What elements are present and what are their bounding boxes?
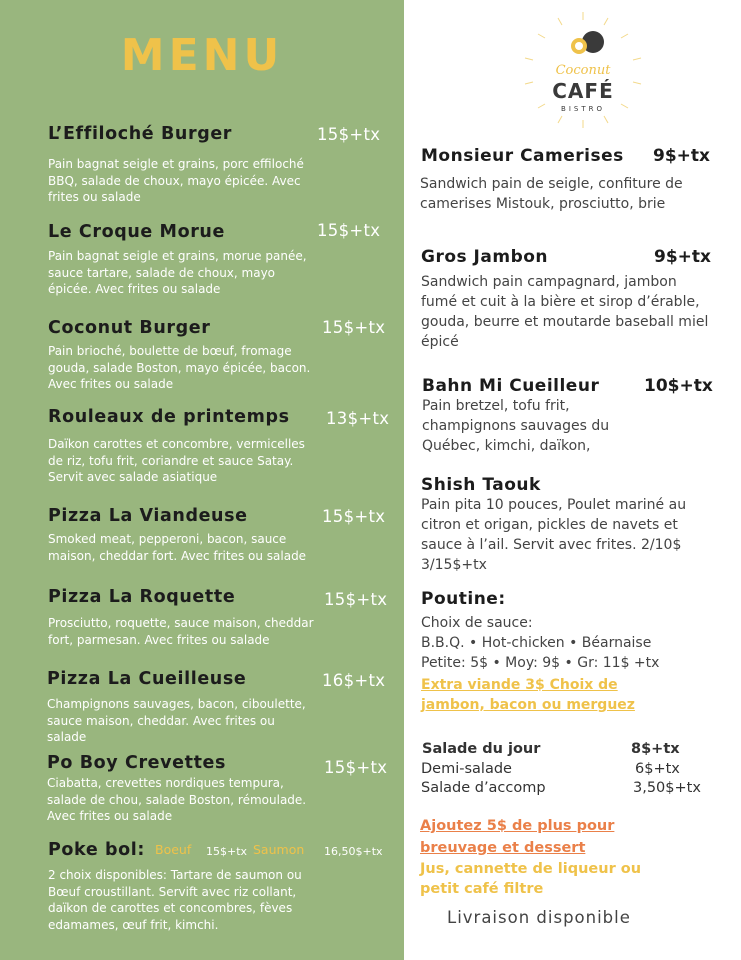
- promo-text: Ajoutez 5$ de plus pour breuvage et dessert: [420, 818, 615, 856]
- poutine-title: Poutine:: [421, 589, 506, 609]
- salad-price: 8$+tx: [631, 741, 680, 757]
- item-description: Pain pita 10 pouces, Poulet mariné au citron et origan, pickles de navets et sauce à l’ail. Servit avec frites. 2/10$ 3/15$+tx: [421, 497, 687, 573]
- item-name: Monsieur Camerises: [421, 146, 624, 166]
- item-price: 15$+tx: [317, 221, 381, 240]
- item-description: Prosciutto, roquette, sauce maison, cheddar fort, parmesan. Avec frites ou salade: [48, 616, 314, 647]
- item-description: Daïkon carottes et concombre, vermicelles de riz, tofu frit, coriandre et sauce Satay. Servit avec salade asiatique: [48, 437, 305, 484]
- drinks-text: Jus, cannette de liqueur ou petit café filtre: [420, 861, 642, 897]
- item-description: Ciabatta, crevettes nordiques tempura, salade de chou, salade Boston, rémoulade. Avec frites ou salade: [47, 776, 307, 823]
- item-description: 2 choix disponibles: Tartare de saumon ou Bœuf croustillant. Servift avec riz collant, daïkon de carottes et concombres, fèves edamames, œuf frit, kimchi.: [48, 868, 302, 932]
- item-name: Rouleaux de printemps: [48, 407, 290, 427]
- item-price: 9$+tx: [653, 146, 710, 166]
- salad-price: 6$+tx: [635, 761, 680, 777]
- poutine-sauce-label: Choix de sauce:: [421, 615, 533, 631]
- item-description: Champignons sauvages, bacon, ciboulette, sauce maison, cheddar. Avec frites ou salade: [47, 697, 306, 744]
- item-name: Shish Taouk: [421, 475, 541, 495]
- logo-script-text: Coconut: [555, 63, 611, 78]
- item-price: 16$+tx: [322, 671, 386, 690]
- item-name: Bahn Mi Cueilleur: [422, 376, 600, 396]
- logo-cafe-text: CAFÉ: [552, 79, 614, 103]
- delivery-text: Livraison disponible: [447, 908, 631, 927]
- menu-title: MENU: [120, 30, 284, 81]
- item-description: Pain brioché, boulette de bœuf, fromage gouda, salade Boston, mayo épicée, bacon. Avec frites ou salade: [48, 344, 311, 391]
- item-name: Poke bol:: [48, 840, 145, 860]
- item-price: 15$+tx: [324, 590, 388, 609]
- item-name: Gros Jambon: [421, 247, 549, 267]
- item-price: 15$+tx: [322, 318, 386, 337]
- salad-label: Salade du jour: [422, 741, 541, 757]
- item-description: Smoked meat, pepperoni, bacon, sauce maison, cheddar fort. Avec frites ou salade: [48, 532, 307, 563]
- salad-label: Demi-salade: [421, 761, 512, 777]
- item-description: Pain bagnat seigle et grains, morue panée, sauce tartare, salade de choux, mayo épicée. Avec frites ou salade: [48, 249, 307, 296]
- item-description: Sandwich pain de seigle, confiture de camerises Mistouk, prosciutto, brie: [420, 176, 683, 212]
- poke-option-beef: Boeuf: [155, 842, 192, 857]
- item-name: Pizza La Cueilleuse: [47, 669, 247, 689]
- item-description: Pain bretzel, tofu frit, champignons sauvages du Québec, kimchi, daïkon,: [422, 398, 610, 454]
- poutine-extra: Extra viande 3$ Choix de jambon, bacon ou merguez: [421, 677, 635, 713]
- item-price: 9$+tx: [654, 247, 711, 267]
- item-description: Pain bagnat seigle et grains, porc effiloché BBQ, salade de choux, mayo épicée. Avec frites ou salade: [48, 157, 304, 204]
- coconut-icon: [571, 31, 604, 54]
- poke-option-salmon: Saumon: [253, 842, 305, 857]
- poutine-sizes: Petite: 5$ • Moy: 9$ • Gr: 11$ +tx: [421, 655, 660, 671]
- coconut-cafe-logo: [513, 10, 653, 130]
- item-name: Coconut Burger: [48, 318, 211, 338]
- item-price: 15$+tx: [317, 125, 381, 144]
- salad-label: Salade d’accomp: [421, 780, 546, 796]
- item-price: 13$+tx: [326, 409, 390, 428]
- item-name: Pizza La Viandeuse: [48, 506, 248, 526]
- item-description: Sandwich pain campagnard, jambon fumé et cuit à la bière et sirop d’érable, gouda, beurre et moutarde baseball miel épicé: [421, 274, 709, 350]
- item-name: Le Croque Morue: [48, 222, 225, 242]
- item-price: 10$+tx: [644, 376, 713, 396]
- item-name: L’Effiloché Burger: [48, 124, 233, 144]
- item-price: 15$+tx: [324, 758, 388, 777]
- poke-price-salmon: 16,50$+tx: [324, 845, 383, 858]
- item-name: Pizza La Roquette: [48, 587, 236, 607]
- salad-price: 3,50$+tx: [633, 780, 701, 796]
- item-name: Po Boy Crevettes: [47, 753, 227, 773]
- poke-price-beef: 15$+tx: [206, 845, 248, 858]
- logo-bistro-text: BISTRO: [561, 105, 605, 113]
- poutine-sauces: B.B.Q. • Hot-chicken • Béarnaise: [421, 635, 652, 651]
- item-price: 15$+tx: [322, 507, 386, 526]
